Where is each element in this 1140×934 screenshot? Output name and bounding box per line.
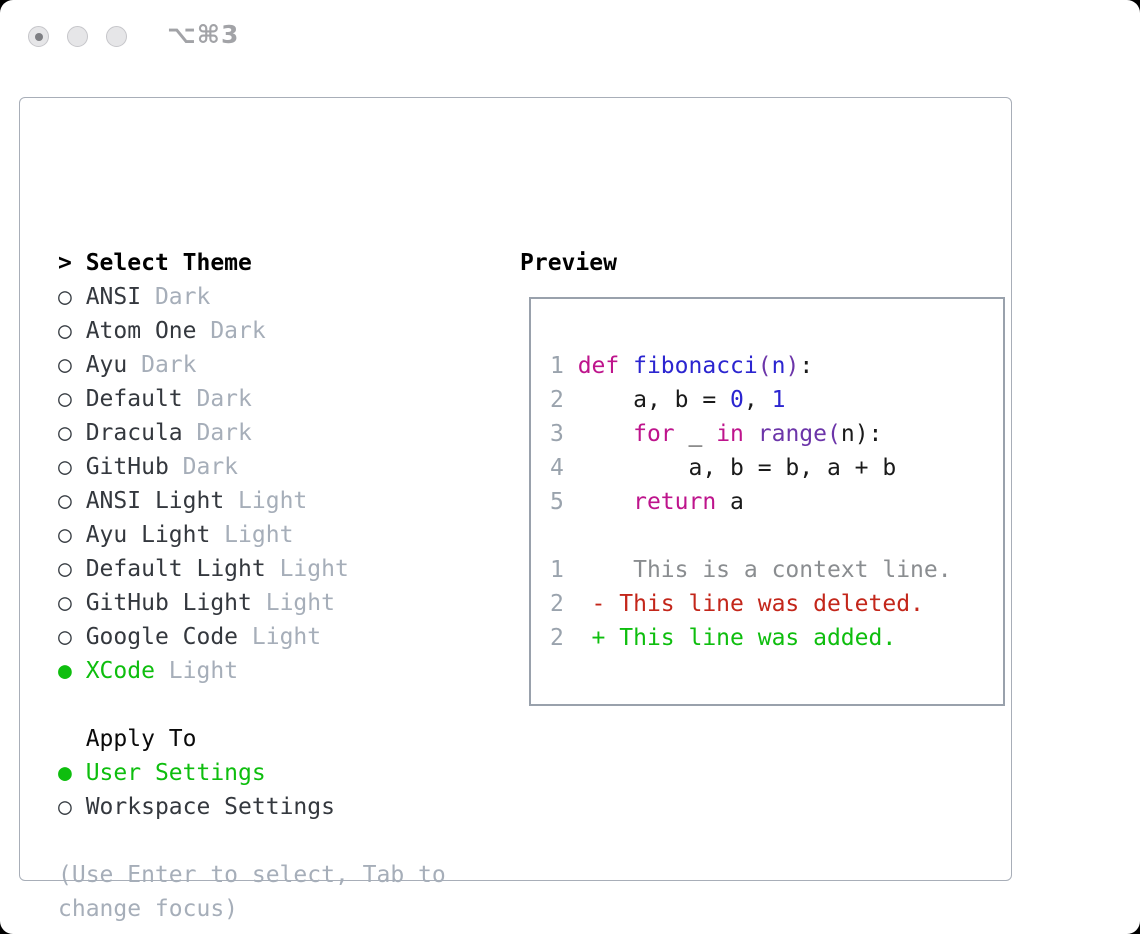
row-label: GitHub bbox=[85, 454, 169, 480]
window-close-button[interactable] bbox=[28, 26, 49, 47]
line-number: 5 bbox=[550, 489, 578, 515]
radio-icon: ○ bbox=[58, 556, 86, 582]
line-number: 2 bbox=[550, 591, 578, 617]
code-line-2 bbox=[550, 383, 952, 417]
theme-variant-label: Dark bbox=[127, 352, 197, 378]
code-token: return bbox=[633, 489, 717, 515]
row-label: Default Light bbox=[85, 556, 266, 582]
screenshot-shortcut-label: ⌥⌘3 bbox=[167, 20, 240, 49]
theme-option-ansi-light[interactable] bbox=[58, 484, 446, 518]
code-token: in bbox=[716, 421, 744, 447]
apply-option-workspace-settings[interactable] bbox=[58, 790, 446, 824]
row-label: GitHub Light bbox=[85, 590, 252, 616]
preview-code bbox=[550, 349, 952, 655]
cursor-prefix bbox=[58, 726, 86, 752]
hint-line-1 bbox=[58, 858, 446, 892]
line-number: 2 bbox=[550, 625, 578, 651]
theme-variant-label: Dark bbox=[196, 318, 266, 344]
preview-title: Preview bbox=[520, 250, 617, 276]
row-label: Ayu bbox=[85, 352, 128, 378]
row-label: ANSI Light bbox=[85, 488, 225, 514]
select-theme-header bbox=[58, 246, 446, 280]
theme-list bbox=[58, 246, 446, 926]
titlebar bbox=[28, 26, 127, 47]
code-token bbox=[578, 489, 633, 515]
radio-icon: ○ bbox=[58, 624, 86, 650]
radio-icon: ○ bbox=[58, 318, 86, 344]
theme-variant-label: Light bbox=[265, 556, 349, 582]
code-token: range( bbox=[757, 421, 841, 447]
code-token: - This line was deleted. bbox=[577, 591, 924, 617]
code-token: ) bbox=[785, 353, 800, 379]
radio-icon: ○ bbox=[58, 352, 86, 378]
theme-option-ayu-dark[interactable] bbox=[58, 348, 446, 382]
diff-added-line bbox=[550, 621, 952, 655]
code-token: n): bbox=[840, 421, 883, 447]
theme-option-github-light[interactable] bbox=[58, 586, 446, 620]
theme-option-atom-one-dark[interactable] bbox=[58, 314, 446, 348]
code-token: a, b = bbox=[577, 387, 731, 413]
code-token: 1 bbox=[771, 387, 786, 413]
theme-variant-label: Light bbox=[251, 590, 335, 616]
row-label: Atom One bbox=[85, 318, 197, 344]
code-token: ( bbox=[757, 353, 772, 379]
code-token: a bbox=[716, 489, 744, 515]
row-label: XCode bbox=[85, 658, 155, 684]
row-label: Dracula bbox=[85, 420, 183, 446]
diff-deleted-line bbox=[550, 587, 952, 621]
code-token: + This line was added. bbox=[577, 625, 897, 651]
theme-option-github-dark[interactable] bbox=[58, 450, 446, 484]
code-line-5 bbox=[550, 485, 952, 519]
code-token: , bbox=[743, 387, 772, 413]
row-label: Select Theme bbox=[85, 250, 252, 276]
theme-variant-label: Dark bbox=[182, 386, 252, 412]
code-token: : bbox=[799, 353, 814, 379]
apply-to-header bbox=[58, 722, 446, 756]
radio-icon: ○ bbox=[58, 590, 86, 616]
radio-icon: ○ bbox=[58, 284, 86, 310]
window-zoom-button[interactable] bbox=[106, 26, 127, 47]
code-token: This is a context line. bbox=[577, 557, 952, 583]
line-number: 3 bbox=[550, 421, 578, 447]
code-token bbox=[619, 353, 633, 379]
theme-variant-label: Light bbox=[224, 488, 308, 514]
code-token bbox=[578, 421, 633, 447]
code-token: for bbox=[633, 421, 675, 447]
radio-icon: ○ bbox=[58, 454, 86, 480]
theme-variant-label: Light bbox=[154, 658, 239, 684]
code-line-4 bbox=[550, 451, 952, 485]
radio-selected-icon: ● bbox=[58, 760, 86, 786]
theme-option-dracula-dark[interactable] bbox=[58, 416, 446, 450]
code-token: n bbox=[771, 353, 786, 379]
window-minimize-button[interactable] bbox=[67, 26, 88, 47]
theme-variant-label: Dark bbox=[168, 454, 239, 480]
theme-option-xcode-light[interactable] bbox=[58, 654, 446, 688]
code-token: fibonacci bbox=[633, 353, 758, 379]
radio-selected-icon: ● bbox=[58, 658, 86, 684]
code-token bbox=[744, 421, 758, 447]
radio-icon: ○ bbox=[58, 488, 86, 514]
radio-icon: ○ bbox=[58, 420, 86, 446]
theme-option-default-dark[interactable] bbox=[58, 382, 446, 416]
code-token: def bbox=[577, 353, 620, 379]
row-label: Apply To bbox=[85, 726, 197, 752]
theme-option-ansi-dark[interactable] bbox=[58, 280, 446, 314]
active-window-dot-icon bbox=[35, 33, 43, 41]
radio-icon: ○ bbox=[58, 794, 86, 820]
blank-row bbox=[58, 824, 446, 858]
row-label: Google Code bbox=[85, 624, 239, 650]
theme-option-default-light[interactable] bbox=[58, 552, 446, 586]
hint-line-2 bbox=[58, 892, 446, 926]
radio-icon: ○ bbox=[58, 386, 86, 412]
row-label: Default bbox=[85, 386, 183, 412]
theme-variant-label: Dark bbox=[182, 420, 252, 446]
line-number: 1 bbox=[550, 353, 578, 379]
code-line-1 bbox=[550, 349, 952, 383]
row-label: change focus) bbox=[58, 896, 239, 922]
code-token: _ bbox=[674, 421, 717, 447]
line-number: 2 bbox=[550, 387, 578, 413]
theme-option-google-code-light[interactable] bbox=[58, 620, 446, 654]
code-line-3 bbox=[550, 417, 952, 451]
cursor-prefix: > bbox=[58, 250, 86, 276]
code-token: 0 bbox=[730, 387, 744, 413]
blank-line bbox=[550, 519, 952, 553]
row-label: User Settings bbox=[85, 760, 266, 786]
theme-variant-label: Light bbox=[238, 624, 322, 650]
code-token: a, b = b, a + b bbox=[577, 455, 897, 481]
theme-option-ayu-light[interactable] bbox=[58, 518, 446, 552]
theme-picker-panel bbox=[19, 97, 1012, 922]
diff-context-line bbox=[550, 553, 952, 587]
row-label: (Use Enter to select, Tab to bbox=[58, 862, 446, 888]
apply-option-user-settings[interactable] bbox=[58, 756, 446, 790]
theme-variant-label: Dark bbox=[141, 284, 211, 310]
row-label: Workspace Settings bbox=[85, 794, 335, 820]
row-label: ANSI bbox=[85, 284, 142, 310]
radio-icon: ○ bbox=[58, 522, 86, 548]
line-number: 4 bbox=[550, 455, 578, 481]
theme-variant-label: Light bbox=[210, 522, 294, 548]
blank-row bbox=[58, 688, 446, 722]
line-number: 1 bbox=[550, 557, 578, 583]
row-label: Ayu Light bbox=[85, 522, 211, 548]
